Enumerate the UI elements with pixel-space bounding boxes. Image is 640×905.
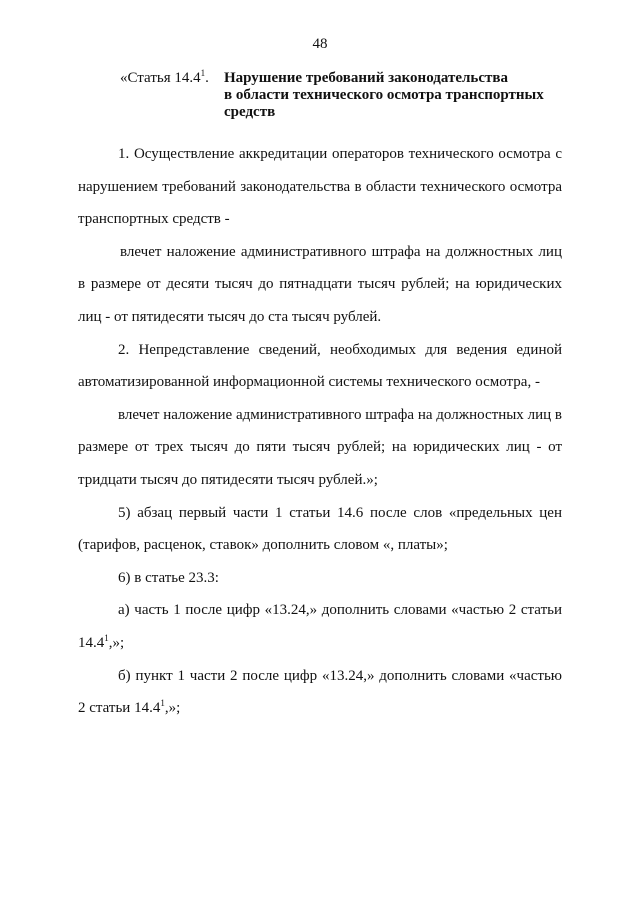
- paragraph: 6) в статье 23.3:: [118, 569, 219, 586]
- document-body: [78, 138, 562, 725]
- paragraph: 2. Непредставление сведений, необходимых для ведения единой автоматизированной информационной системы технического осмотра, -: [78, 341, 562, 391]
- paragraph: влечет наложение административного штрафа на должностных лиц в размере от десяти тысяч до пятнадцати тысяч рублей; на юридических лиц - от пятидесяти тысяч до ста тысяч рублей.: [78, 243, 562, 325]
- paragraph-item-b: б) пункт 1 части 2 после цифр «13.24,» дополнить словами «частью 2 статьи 14.4$^1$,»;: [78, 667, 562, 717]
- article-label: «Статья 14.4$^1$.: [120, 68, 209, 86]
- article-heading: [120, 70, 554, 121]
- article-title: Нарушение требований законодательства в области технического осмотра транспортных средств: [224, 70, 544, 120]
- paragraph: влечет наложение административного штрафа на должностных лиц в размере от трех тысяч до пяти тысяч рублей; на юридических лиц - от тридцати тысяч до пятидесяти тысяч рублей.»;: [78, 406, 562, 488]
- page-number: 48: [312, 36, 328, 52]
- paragraph-item-a: а) часть 1 после цифр «13.24,» дополнить словами «частью 2 статьи 14.4$^1$,»;: [78, 602, 562, 651]
- paragraph: 1. Осуществление аккредитации операторов технического осмотра с нарушением требований законодательства в области технического осмотра транспортных средств -: [78, 146, 562, 228]
- paragraph: 5) абзац первый части 1 статьи 14.6 после слов «предельных цен (тарифов, расценок, ставок» дополнить словом «, платы»;: [78, 504, 562, 554]
